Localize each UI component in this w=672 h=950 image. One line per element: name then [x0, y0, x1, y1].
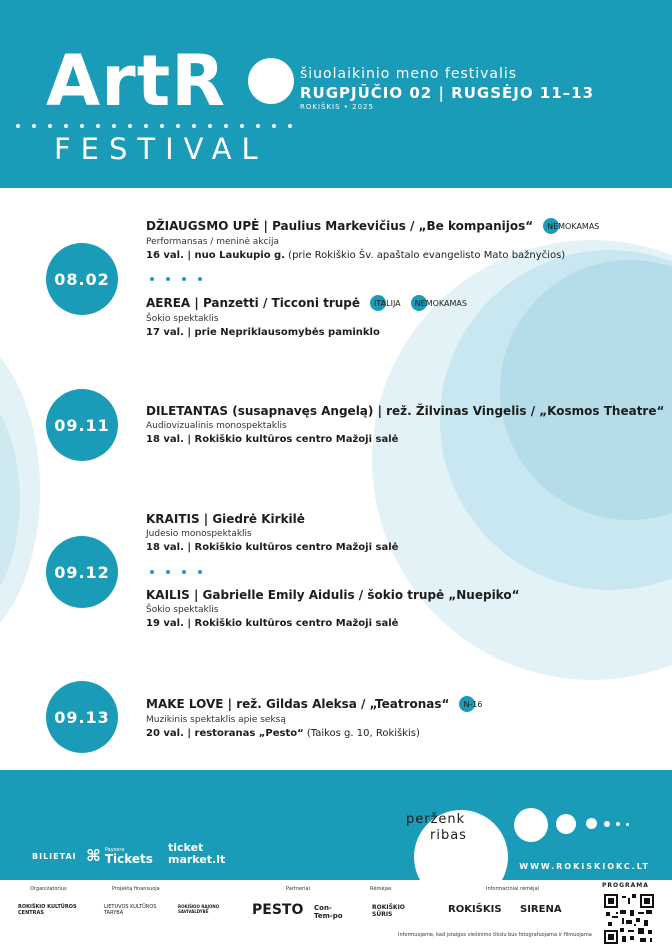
header-dot	[128, 124, 132, 128]
header-dot	[240, 124, 244, 128]
header-dot	[144, 124, 148, 128]
website-link[interactable]: WWW.ROKISKIOKC.LT	[519, 862, 650, 871]
trail-dot	[556, 814, 576, 834]
header-dot	[32, 124, 36, 128]
funder-logo-municipality: ROKIŠKIO RAJONO SAVIVALDYBĖ	[178, 904, 220, 914]
festival-place: ROKIŠKIS • 2025	[300, 103, 374, 111]
programa-qr-code[interactable]	[604, 894, 654, 944]
header-dot	[224, 124, 228, 128]
event-time: 19 val. | Rokiškio kultūros centro Mažoji salė	[146, 618, 399, 629]
event-time: 18 val. | Rokiškio kultūros centro Mažoji salė	[146, 434, 399, 445]
trail-dot	[514, 808, 548, 842]
badge-free: NEMOKAMAS	[543, 218, 599, 234]
festival-logo: ArtR	[46, 40, 227, 122]
paysera-text: Paysera Tickets	[104, 846, 153, 866]
event-aerea	[146, 295, 467, 338]
header-dot	[192, 124, 196, 128]
header-dot	[16, 124, 20, 128]
header-dotted-line	[16, 124, 316, 128]
event-time: 18 val. | Rokiškio kultūros centro Mažoji salė	[146, 542, 399, 553]
logo-o-circle	[248, 58, 294, 104]
date-circle-0912: 09.12	[46, 536, 118, 608]
event-diletantas	[146, 404, 664, 445]
event-title: AEREA | Panzetti / Ticconi trupė	[146, 296, 361, 310]
paysera-icon: ⌘	[86, 846, 101, 865]
event-title-row	[146, 295, 467, 311]
header-dot	[256, 124, 260, 128]
header-dot	[112, 124, 116, 128]
badge-age: N-16	[459, 696, 482, 712]
event-title: DILETANTAS (susapnavęs Angelą) | rež. Žilvinas Vingelis / „Kosmos Theatre“	[146, 404, 665, 418]
date-separator-dots	[150, 570, 202, 574]
paysera-tickets-logo	[86, 846, 153, 865]
media-logo-sirena: SIRENA	[520, 904, 562, 915]
event-time: 16 val. | nuo Laukupio g. (prie Rokiškio Šv. apaštalo evangelisto Mato bažnyčios)	[146, 250, 566, 261]
trail-dot	[626, 823, 629, 826]
funder-logo-ltc: LIETUVOS KULTŪROS TARYBA	[104, 904, 157, 916]
perzenk-ribas-logo: perženk ribas	[406, 812, 467, 843]
trail-dot	[604, 821, 610, 827]
festival-header	[0, 0, 672, 188]
header-dot	[64, 124, 68, 128]
supporter-logo-suris: ROKIŠKIO SŪRIS	[372, 904, 405, 918]
event-dziaugsmo-upe	[146, 218, 599, 261]
header-dot	[96, 124, 100, 128]
partners-label: Partneriai	[286, 886, 311, 892]
event-title: KAILIS | Gabrielle Emily Aidulis / šokio trupė „Nuepiko“	[146, 588, 520, 602]
partner-logo-pesto: PESTO	[252, 902, 304, 918]
trail-dot	[616, 822, 620, 826]
event-title-row	[146, 588, 519, 602]
media-logo-rokiskis: ROKIŠKIS	[448, 904, 502, 915]
media-label: Informaciniai rėmėjai	[486, 886, 540, 892]
event-time: 17 val. | prie Nepriklausomybės paminklo	[146, 327, 380, 338]
event-subtitle: Šokio spektaklis	[146, 605, 219, 615]
ticketmarket-logo: ticket market.lt	[168, 841, 226, 866]
date-separator-dots	[150, 277, 202, 281]
event-kraitis	[146, 512, 398, 553]
header-dot	[208, 124, 212, 128]
header-dot	[288, 124, 292, 128]
supporters-label: Rėmėjas	[370, 886, 392, 892]
event-subtitle: Muzikinis spektaklis apie seksą	[146, 715, 286, 725]
event-kailis	[146, 588, 519, 629]
photography-notice: Informuojame, kad įstaigos viešinimo tikslu bus fotografuojama ir filmuojama	[398, 932, 592, 938]
event-subtitle: Šokio spektaklis	[146, 314, 219, 324]
event-title-row	[146, 218, 599, 234]
header-dot	[272, 124, 276, 128]
event-subtitle: Judesio monospektaklis	[146, 529, 252, 539]
date-circle-0802: 08.02	[46, 243, 118, 315]
header-dot	[80, 124, 84, 128]
event-title-row	[146, 404, 664, 418]
funding-label: Projektą finansuoja	[112, 886, 160, 892]
event-time: 20 val. | restoranas „Pesto“ (Taikos g. 10, Rokiškis)	[146, 728, 420, 739]
header-dot	[176, 124, 180, 128]
festival-word: FESTIVAL	[54, 132, 268, 166]
event-title: DŽIAUGSMO UPĖ | Paulius Markevičius / „Be kompanijos“	[146, 219, 534, 233]
event-subtitle: Audiovizualinis monospektaklis	[146, 421, 287, 431]
event-title: KRAITIS | Giedrė Kirkilė	[146, 512, 305, 526]
date-circle-0911: 09.11	[46, 389, 118, 461]
trail-dot	[586, 818, 597, 829]
programa-label: PROGRAMA	[602, 882, 649, 889]
festival-tagline: šiuolaikinio meno festivalis	[300, 66, 518, 82]
organizer-label: Organizatorius	[30, 886, 67, 892]
date-circle-0913: 09.13	[46, 681, 118, 753]
sponsors-strip	[0, 880, 672, 950]
badge-free: NEMOKAMAS	[411, 295, 467, 311]
header-dot	[48, 124, 52, 128]
badge-country: ITALIJA	[370, 295, 401, 311]
header-dot	[160, 124, 164, 128]
event-title: MAKE LOVE | rež. Gildas Aleksa / „Teatronas“	[146, 697, 450, 711]
partner-logo-contempo: Con-Tem-po	[314, 904, 343, 920]
event-title-row	[146, 512, 398, 526]
event-make-love	[146, 696, 483, 739]
tickets-label: BILIETAI	[32, 852, 77, 861]
organizer-logo: ROKIŠKIO KULTŪROS CENTRAS	[18, 904, 77, 916]
event-subtitle: Performansas / meninė akcija	[146, 237, 279, 247]
event-title-row	[146, 696, 483, 712]
festival-dates: RUGPJŪČIO 02 | RUGSĖJO 11–13	[300, 84, 595, 102]
